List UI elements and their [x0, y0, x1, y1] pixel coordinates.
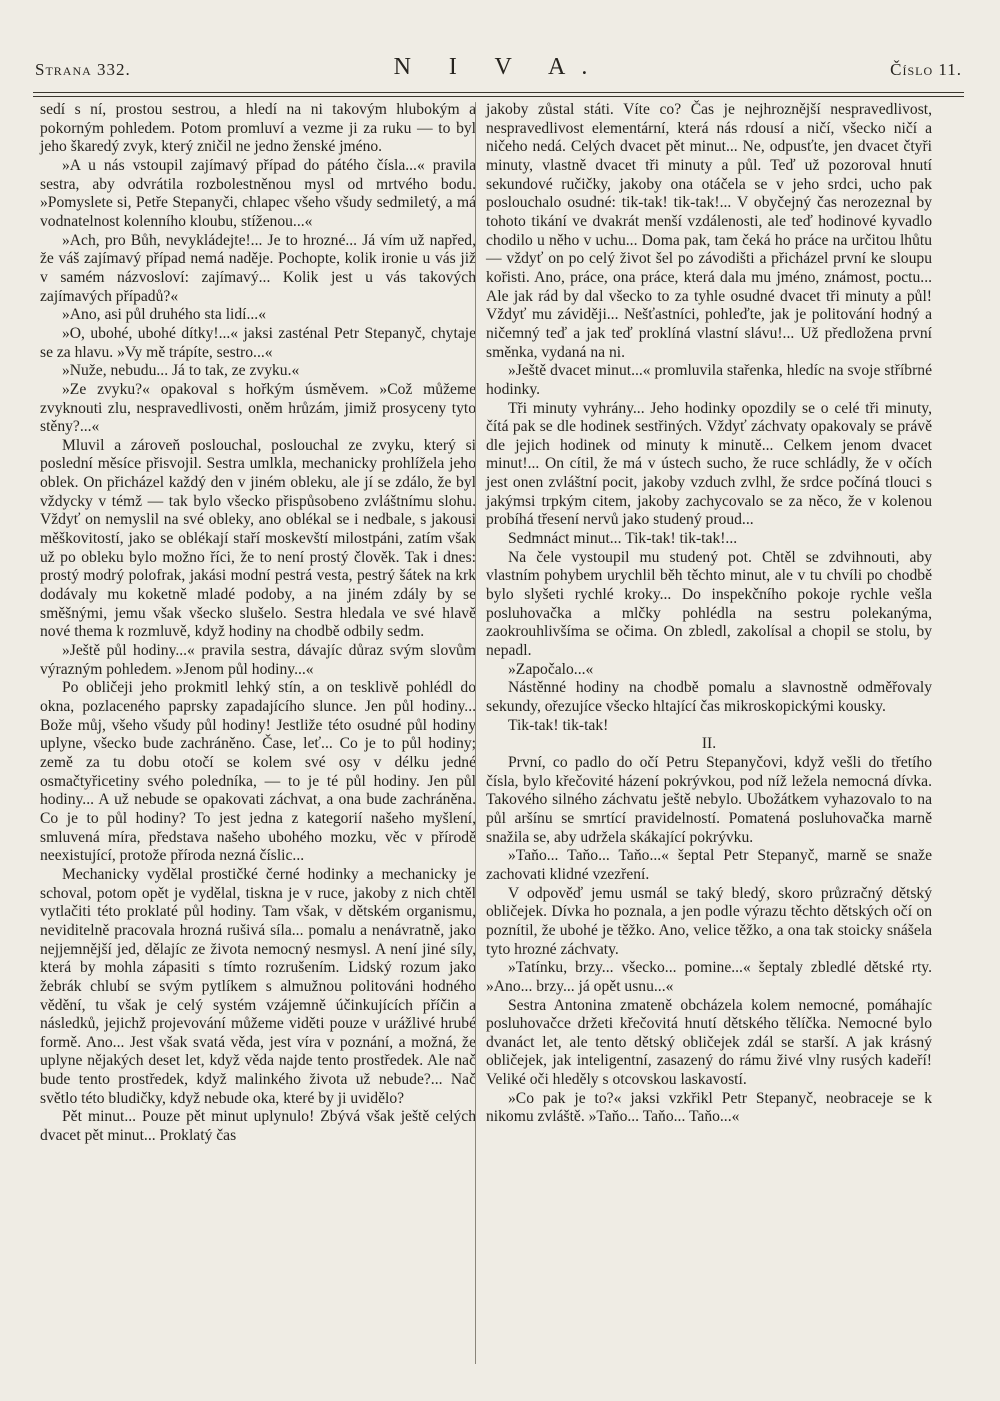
header-rule-top: [33, 92, 964, 93]
page-header: [35, 54, 962, 90]
paragraph: Sestra Antonina zmateně obcházela kolem nemocné, pomáhajíc posluhovačce držeti křečovitá hnutí dětského tělíčka. Nemocné bylo dvanáct let, ale tento dětský obličejek zdál se starší. A jak krásný obličejek, jak inteligentní, zasazený do rámu živé vlny rusých kadeří! Veliké oči hleděly s otcovskou laskavostí.: [486, 996, 932, 1089]
paragraph: Pět minut... Pouze pět minut uplynulo! Zbývá však ještě celých dvacet pět minut... Proklatý čas: [40, 1108, 476, 1145]
paragraph: Na čele vystoupil mu studený pot. Chtěl se zdvihnouti, aby vlastním pohybem urychlil běh těchto minut, ale v tu chvíli po chodbě bylo slyšeti rychlé kroky... Do inspekčního pokoje rychle vešla posluhovačka a mlčky pohlédla na sestru polekanýma, zaokrouhlivšíma se očima. On zbledl, zakolísal a chopil se stolu, by nepadl.: [486, 548, 932, 660]
paragraph: »O, ubohé, ubohé dítky!...« jaksi zasténal Petr Stepanyč, chytaje se za hlavu. »Vy mě trápíte, sestro...«: [40, 324, 476, 361]
paragraph: »Nuže, nebudu... Já to tak, ze zvyku.«: [62, 362, 300, 380]
paragraph: jakoby zůstal státi. Víte co? Čas je nejhroznější nespravedlivost, nespravedlivost elementární, která nás rdousí a ničí, všecko ničí a ničeho nedá. Celých dvacet pět minut... Ne, odpusťte, jen dvacet čtyři minuty, vlastně dvacet tři minuty a půl. Teď už pozoroval hnutí sekundové ručičky, jakoby ona otáčela se v jeho srdci, ucho pak poslouchalo osudné: tik-tak! tik-tak!... V obyčejný čas nerozeznal by tohoto tikání ve dvakrát menší vzdálenosti, ale teď hodinové kyvadlo chodilo u něho v uchu... Doma pak, tam čeká ho práce na určitou lhůtu — vždyť on po celý život šel po závodišti a přicházel první ke sloupu kořisti. Ano, práce, ona práce, která dala mu jméno, známost, poctu... Ale jak rád by dal všecko to za tyhle osudné dvacet tři minuty a půl! Vždyť mu záviději... Nešťastníci, pohleďte, jak je politování hodný a ničemný teď a jak teď proklíná vlastní slávu!... Už předložena první směnka, vydaná na ni.: [486, 101, 932, 361]
paragraph: V odpověď jemu usmál se taký bledý, skoro průzračný dětský obličejek. Dívka ho poznala, a jen podle výrazu těchto dětských očí on poznítil, že ubohé je těžko. Ano, velice těžko, a ona tak stoicky snášela tyto hrozné záchvaty.: [486, 884, 932, 958]
paragraph: »Ještě dvacet minut...« promluvila stařenka, hledíc na svoje stříbrné hodinky.: [486, 362, 932, 398]
page-number: Strana 332.: [35, 60, 131, 79]
journal-title: N I V A.: [393, 54, 604, 80]
paragraph: Nástěnné hodiny na chodbě pomalu a slavnostně odměřovaly sekundy, ořezujíce všecko hltající čas mikroskopickými kousky.: [486, 679, 932, 715]
paragraph: »Taňo... Taňo... Taňo...« šeptal Petr Stepanyč, marně se snaže zachovati klidné vzezření.: [486, 847, 932, 883]
left-column: [40, 101, 476, 1146]
paragraph: Mluvil a zároveň poslouchal, poslouchal ze zvyku, který si poslední měsíce přisvojil. Sestra umlkla, mechanicky prohlížela jeho oblek. On přicházel každý den v jiném obleku, ale jí se zdálo, že byl vždycky v témž — tak bylo všecko přispůsobeno zvláštnímu slohu. Vždyť on nemyslil na své obleky, ano oblékal se i nedbale, s jakousi měškovitostí, jako se oblékají staří moskevští milostpáni, zatím však už po obleku bylo možno říci, že to není prostý člověk. Tak i dnes: prostý modrý polofrak, jakási modní pestrá vesta, pestrý šátek na krk dodávaly mu koketně mladé podoby, a na jiném zdály by se směšnými, jemu však všecko slušelo. Sestra hledala ve své hlavě nové thema k rozmluvě, když hodiny na chodbě odbily sedm.: [40, 436, 476, 641]
column-divider: [475, 102, 476, 1364]
paragraph: Tři minuty vyhrány... Jeho hodinky opozdily se o celé tři minuty, čítá pak se dle hodinek sestřiných. Vždyť záchvaty opakovaly se právě dle jejich hodinek od minuty k minutě... Celkem jenom dvacet minut!... On cítil, že má v ústech sucho, že ruce schládly, že v očích jest onen zvláštní pocit, jakoby vzduch zvlhl, že srdce počíná tlouci s jakýmsi trpkým citem, jakoby zachycovalo se za něco, že v kolenou probíhá třesení nervů jako studený proud...: [486, 399, 932, 529]
paragraph: Mechanicky vydělal prostičké černé hodinky a mechanicky je schoval, potom opět je vydělal, tiskna je v ruce, jakoby z nich chtěl vytlačiti této proklaté půl hodiny. Tam však, v dětském organismu, neviditelně pracovala hrozná rušivá síla... pomalu a nenávratně, jako nejjemnější jed, dělajíc ze života nemocný nesmysl. A není jiné síly, která by mohla zápasiti s tímto rozrušením. Lidský rozum jako žebrák chlubí se svým pytlíkem s almužnou politováni hodného vědění, tu však je celý systém vzájemně účinkujících příčin a následků, jejichž projevování můžeme viděti pouze v urážlivé hrubé formě. Ano... Jest však svatá věda, jest víra v poznání, a možná, že uplyne nějakých deset let, když věda najde tento prostředek. Ale nač bude tento prostředek, když malinkého života už nebude?... Nač světlo této bludičky, když nebude oka, které by ji uvidělo?: [40, 865, 476, 1107]
paragraph: Tik-tak! tik-tak!: [508, 716, 609, 734]
paragraph: »Ještě půl hodiny...« pravila sestra, dávajíc důraz svým slovům výrazným pohledem. »Jenom půl hodiny...«: [40, 642, 476, 678]
paragraph: »Ze zvyku?« opakoval s hořkým úsměvem. »Což můžeme zvyknouti zlu, nespravedlivosti, oněm hrůzám, jimiž prosyceny tyto stěny?...«: [40, 380, 476, 436]
paragraph: Po obličeji jeho prokmitl lehký stín, a on tesklivě pohlédl do okna, pozlaceného paprsky zapadajícího slunce. Jen půl hodiny... Bože můj, všeho všudy půl hodiny! Jestliže této osudné půl hodiny uplyne, všecko bude zachráněno. Čase, leť... Co je to půl hodiny; země za tu dobu otočí se kolem své osy v délku jedné osmačtyřicetiny svého poledníka, — to je té půl hodiny. Jen půl hodiny... A už nebude se opakovati záchvat, a ona bude zachráněna. Co je to půl hodiny? To jest jedna z kategorií našeho myšlení, smluvená míra, představa našeho ubohého mozku, věc v přírodě neexistující, protože příroda nezná číslic...: [40, 679, 476, 865]
paragraph: První, co padlo do očí Petru Stepanyčovi, když vešli do třetího čísla, bylo křečovité házení pokrývkou, pod níž ležela nemocná dívka. Takového silného záchvatu ještě nebylo. Ubožátkem vyhazovalo to na půl aršínu se smrtící pravidelností. Pomatená posluhovačka marně snažila se, aby udržela skákající pokrývku.: [486, 753, 932, 846]
paragraph: »A u nás vstoupil zajímavý případ do pátého čísla...« pravila sestra, aby odvrátila rozbolestněnou mysl od mrtvého bodu. »Pomyslete si, Petře Stepanyči, chlapec všeho všudy sedmiletý, a má vodnatelnost kolenního kloubu, stíženou...«: [40, 156, 476, 230]
paragraph: »Ano, asi půl druhého sta lidí...«: [62, 306, 266, 324]
paragraph: »Ach, pro Bůh, nevykládejte!... Je to hrozné... Já vím už napřed, že váš zajímavý případ nemá naděje. Pochopte, kolik ironie u vás již v samém názvosloví: zajímavý... Kolik jest u vás takových zajímavých případů?«: [40, 231, 476, 305]
header-rule-bottom: [33, 96, 964, 97]
right-column: [486, 101, 932, 1127]
paragraph: sedí s ní, prostou sestrou, a hledí na ni takovým hlubokým a pokorným pohledem. Potom promluví a vezme ji za ruku — to byl jeho škaredý zvyk, který zničil ne jedno ženské jméno.: [40, 101, 476, 156]
paragraph: »Co pak je to?« jaksi vzkřikl Petr Stepanyč, neobraceje se k nikomu zvláště. »Taňo... Taňo... Taňo...«: [486, 1089, 932, 1126]
paragraph: Sedmnáct minut... Tik-tak! tik-tak!...: [508, 530, 738, 548]
issue-number: Číslo 11.: [890, 60, 962, 79]
paragraph: »Tatínku, brzy... všecko... pomine...« šeptaly zbledlé dětské rty. »Ano... brzy... já opět usnu...«: [486, 959, 932, 995]
paragraph: »Započalo...«: [508, 660, 594, 678]
section-heading: II.: [701, 735, 717, 753]
